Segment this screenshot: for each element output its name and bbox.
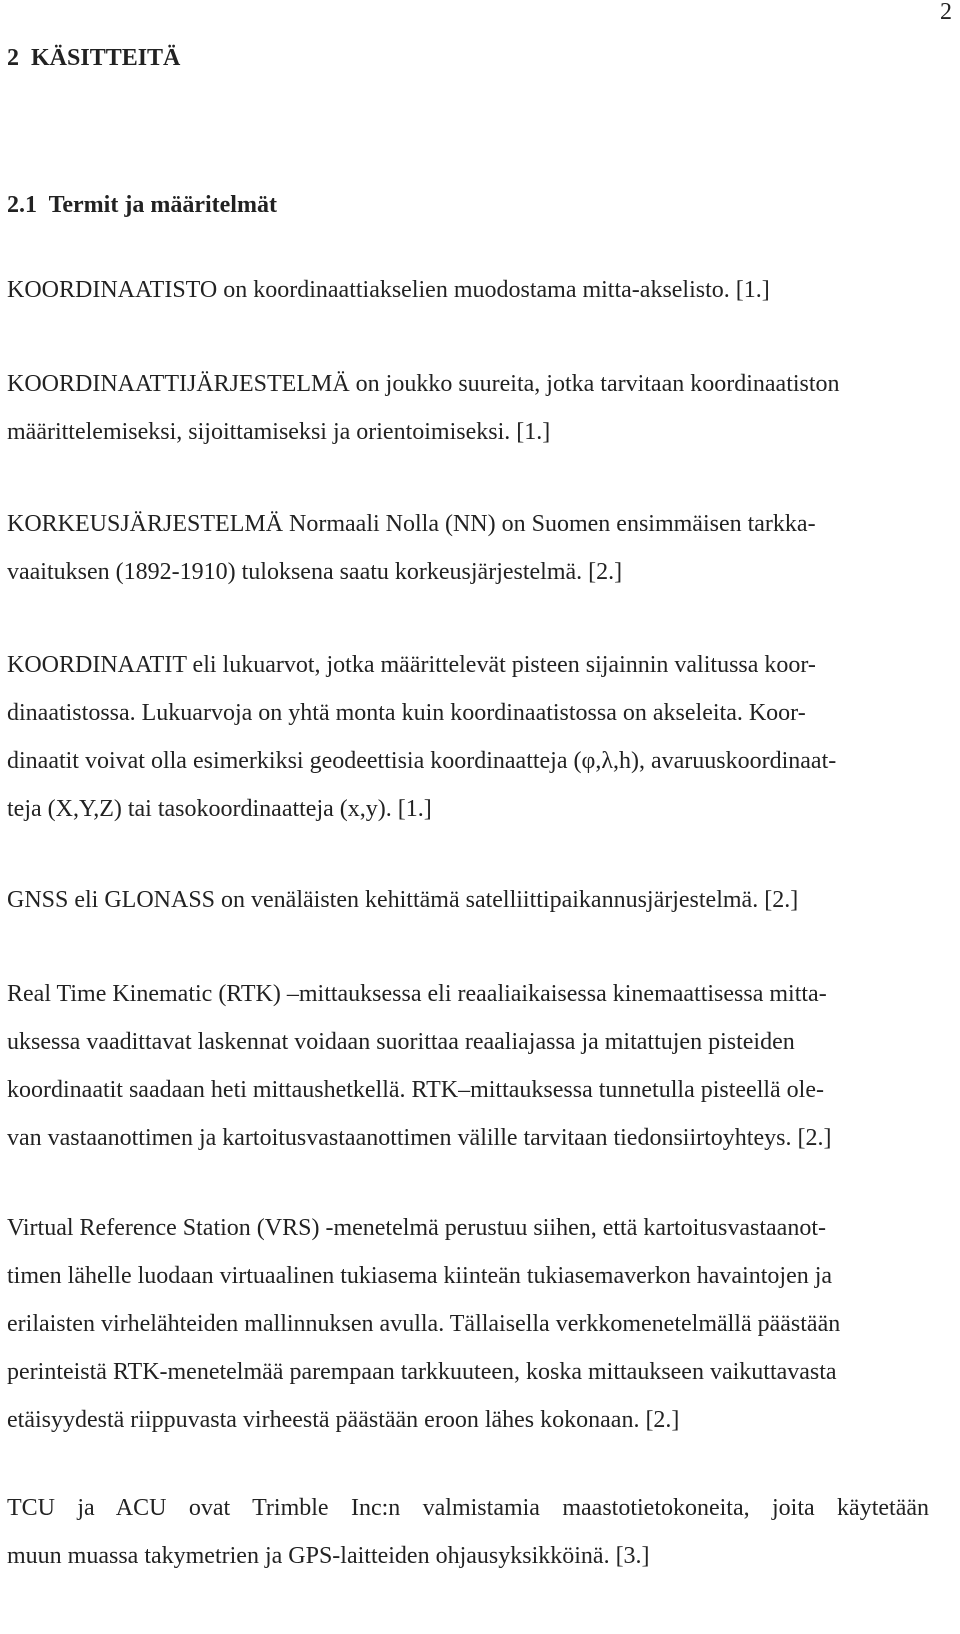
paragraph-korkeusjarjestelma bbox=[7, 500, 929, 596]
paragraph-line: KOORDINAATTIJÄRJESTELMÄ on joukko suureita, jotka tarvitaan koordinaatiston bbox=[7, 371, 840, 397]
paragraph-line: KORKEUSJÄRJESTELMÄ Normaali Nolla (NN) on Suomen ensimmäisen tarkka- bbox=[7, 511, 816, 537]
paragraph-line: muun muassa takymetrien ja GPS-laitteiden ohjausyksikköinä. [3.] bbox=[7, 1543, 650, 1569]
paragraph-line: GNSS eli GLONASS on venäläisten kehittämä satelliittipaikannusjärjestelmä. [2.] bbox=[7, 887, 799, 913]
paragraph-line: vaaituksen (1892-1910) tuloksena saatu korkeusjärjestelmä. [2.] bbox=[7, 559, 623, 585]
paragraph-line: etäisyydestä riippuvasta virheestä päästään eroon lähes kokonaan. [2.] bbox=[7, 1407, 680, 1433]
paragraph-line: uksessa vaadittavat laskennat voidaan suorittaa reaaliajassa ja mitattujen pisteiden bbox=[7, 1029, 795, 1055]
paragraph-line: perinteistä RTK-menetelmää parempaan tarkkuuteen, koska mittaukseen vaikuttavasta bbox=[7, 1359, 837, 1385]
paragraph-line: KOORDINAATISTO on koordinaattiakselien muodostama mitta-akselisto. [1.] bbox=[7, 277, 770, 303]
paragraph-koordinaatisto bbox=[7, 266, 929, 314]
paragraph-line: erilaisten virhelähteiden mallinnuksen avulla. Tällaisella verkkomenetelmällä päästään bbox=[7, 1311, 841, 1337]
paragraph-koordinaattijarjestelma bbox=[7, 360, 929, 456]
paragraph-line: TCU ja ACU ovat Trimble Inc:n valmistamia maastotietokoneita, joita käytetään bbox=[7, 1495, 929, 1521]
paragraph-line: koordinaatit saadaan heti mittaushetkellä. RTK–mittauksessa tunnetulla pisteellä ole- bbox=[7, 1077, 824, 1103]
paragraph-line: dinaatistossa. Lukuarvoja on yhtä monta kuin koordinaatistossa on akseleita. Koor- bbox=[7, 700, 806, 726]
paragraph-line: Real Time Kinematic (RTK) –mittauksessa eli reaaliaikaisessa kinemaattisessa mitta- bbox=[7, 981, 827, 1007]
paragraph-line: dinaatit voivat olla esimerkiksi geodeettisia koordinaatteja (φ,λ,h), avaruuskoordinaat- bbox=[7, 748, 837, 774]
paragraph-line: määrittelemiseksi, sijoittamiseksi ja orientoimiseksi. [1.] bbox=[7, 419, 551, 445]
section-heading: 2.1 Termit ja määritelmät bbox=[7, 192, 277, 218]
paragraph-line: timen lähelle luodaan virtuaalinen tukiasema kiinteän tukiasemaverkon havaintojen ja bbox=[7, 1263, 833, 1289]
chapter-heading: 2 KÄSITTEITÄ bbox=[7, 45, 181, 71]
paragraph-vrs bbox=[7, 1204, 929, 1444]
paragraph-gnss bbox=[7, 876, 929, 924]
paragraph-line: van vastaanottimen ja kartoitusvastaanottimen välille tarvitaan tiedonsiirtoyhteys. [2.] bbox=[7, 1125, 832, 1151]
paragraph-koordinaatit bbox=[7, 641, 929, 833]
page-number: 2 bbox=[940, 0, 952, 25]
paragraph-line: teja (X,Y,Z) tai tasokoordinaatteja (x,y). [1.] bbox=[7, 796, 432, 822]
paragraph-rtk bbox=[7, 970, 929, 1162]
paragraph-line: Virtual Reference Station (VRS) -menetelmä perustuu siihen, että kartoitusvastaanot- bbox=[7, 1215, 826, 1241]
paragraph-tcu-acu bbox=[7, 1484, 929, 1580]
paragraph-line: KOORDINAATIT eli lukuarvot, jotka määrittelevät pisteen sijainnin valitussa koor- bbox=[7, 652, 816, 678]
